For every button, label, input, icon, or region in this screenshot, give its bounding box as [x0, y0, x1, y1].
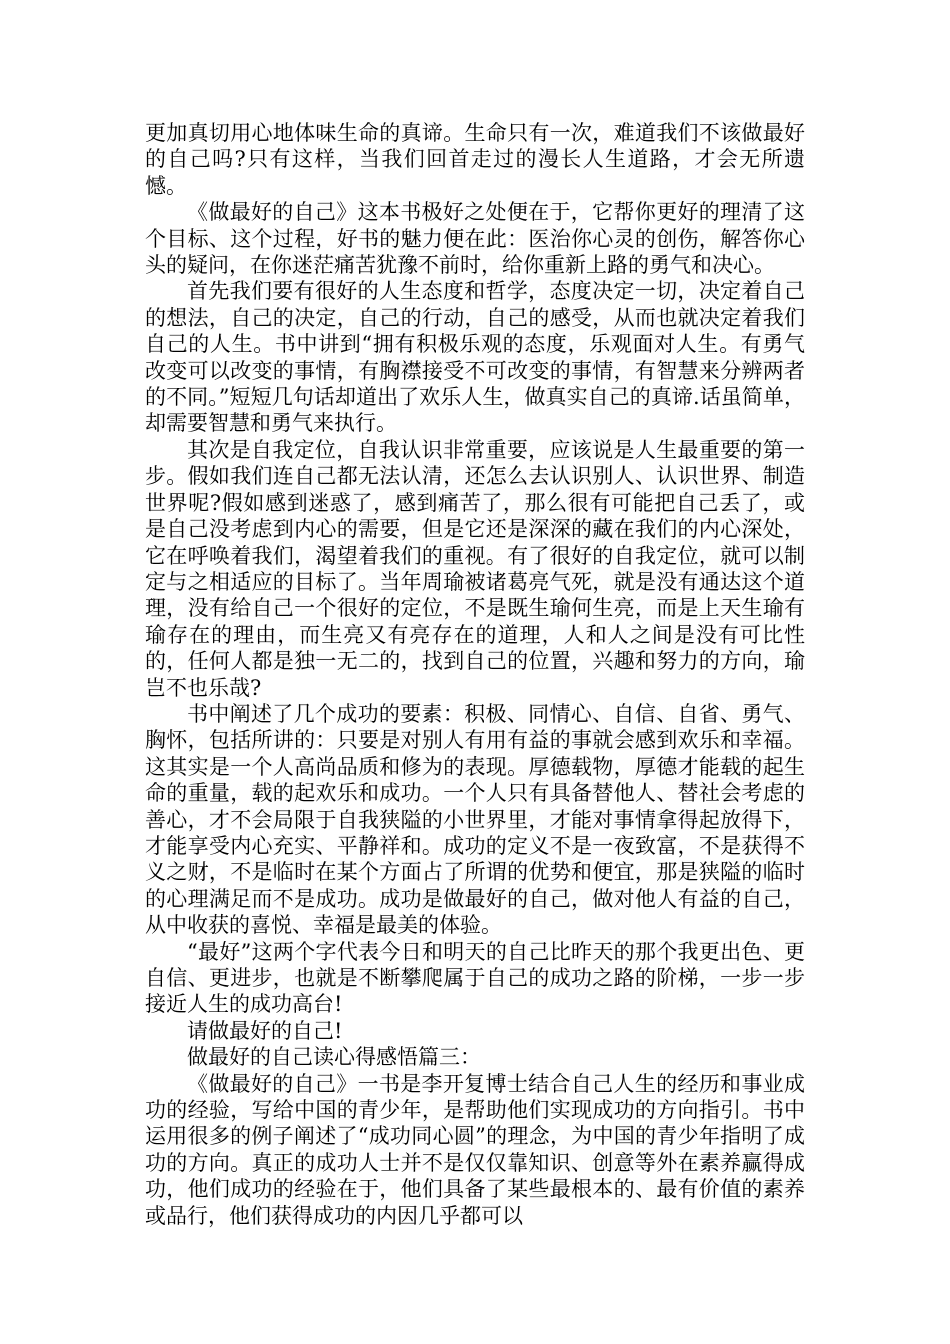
- paragraph-life-attitude: 首先我们要有很好的人生态度和哲学，态度决定一切，决定着自己的想法，自己的决定，自己的行动，自己的感受，从而也就决定着我们自己的人生。书中讲到“拥有积极乐观的态度，乐观面对人生。有勇气改变可以改变的事情，有胸襟接受不可改变的事情，有智慧来分辨两者的不同。”短短几句话却道出了欢乐人生，做真实自己的真谛.话虽简单，却需要智慧和勇气来执行。: [145, 279, 805, 436]
- paragraph-book-intro: 《做最好的自己》一书是李开复博士结合自己人生的经历和事业成功的经验，写给中国的青少年，是帮助他们实现成功的方向指引。书中运用很多的例子阐述了“成功同心圆”的理念，为中国的青少年指明了成功的方向。真正的成功人士并不是仅仅靠知识、创意等外在素养赢得成功，他们成功的经验在于，他们具备了某些最根本的、最有价值的素养或品行，他们获得成功的内因几乎都可以: [145, 1071, 805, 1228]
- document-body: [145, 120, 805, 1229]
- paragraph-best-meaning: “最好”这两个字代表今日和明天的自己比昨天的那个我更出色、更自信、更进步，也就是不断攀爬属于自己的成功之路的阶梯，一步一步接近人生的成功高台!: [145, 939, 805, 1017]
- section-heading: 做最好的自己读心得感悟篇三：: [187, 1045, 481, 1070]
- paragraph-continuation: 更加真切用心地体味生命的真谛。生命只有一次，难道我们不该做最好的自己吗?只有这样，当我们回首走过的漫长人生道路，才会无所遗憾。: [145, 121, 805, 198]
- paragraph-book-strength: 《做最好的自己》这本书极好之处便在于，它帮你更好的理清了这个目标、这个过程，好书的魅力便在此：医治你心灵的创伤，解答你心头的疑问，在你迷茫痛苦犹豫不前时，给你重新上路的勇气和决心。: [145, 200, 805, 278]
- paragraph-exhortation: 请做最好的自己!: [187, 1018, 343, 1043]
- paragraph-self-positioning: 其次是自我定位，自我认识非常重要，应该说是人生最重要的第一步。假如我们连自己都无法认清，还怎么去认识别人、认识世界、制造世界呢?假如感到迷惑了，感到痛苦了，那么很有可能把自己丢了，或是自己没考虑到内心的需要，但是它还是深深的藏在我们的内心深处，它在呼唤着我们，渴望着我们的重视。有了很好的自我定位，就可以制定与之相适应的目标了。当年周瑜被诸葛亮气死，就是没有通达这个道理，没有给自己一个很好的定位，不是既生瑜何生亮，而是上天生瑜有瑜存在的理由，而生亮又有亮存在的道理，人和人之间是没有可比性的，任何人都是独一无二的，找到自己的位置，兴趣和努力的方向，瑜岂不也乐哉?: [145, 437, 805, 700]
- paragraph-success-elements: 书中阐述了几个成功的要素：积极、同情心、自信、自省、勇气、胸怀，包括所讲的：只要是对别人有用有益的事就会感到欢乐和幸福。这其实是一个人高尚品质和修为的表现。厚德载物，厚德才能载的起生命的重量，载的起欢乐和成功。一个人只有具备替他人、替社会考虑的善心，才不会局限于自我狭隘的小世界里，才能对事情拿得起放得下，才能享受内心充实、平静祥和。成功的定义不是一夜致富，不是获得不义之财，不是临时在某个方面占了所谓的优势和便宜，那是狭隘的临时的心理满足而不是成功。成功是做最好的自己，做对他人有益的自己，从中收获的喜悦、幸福是最美的体验。: [145, 701, 805, 938]
